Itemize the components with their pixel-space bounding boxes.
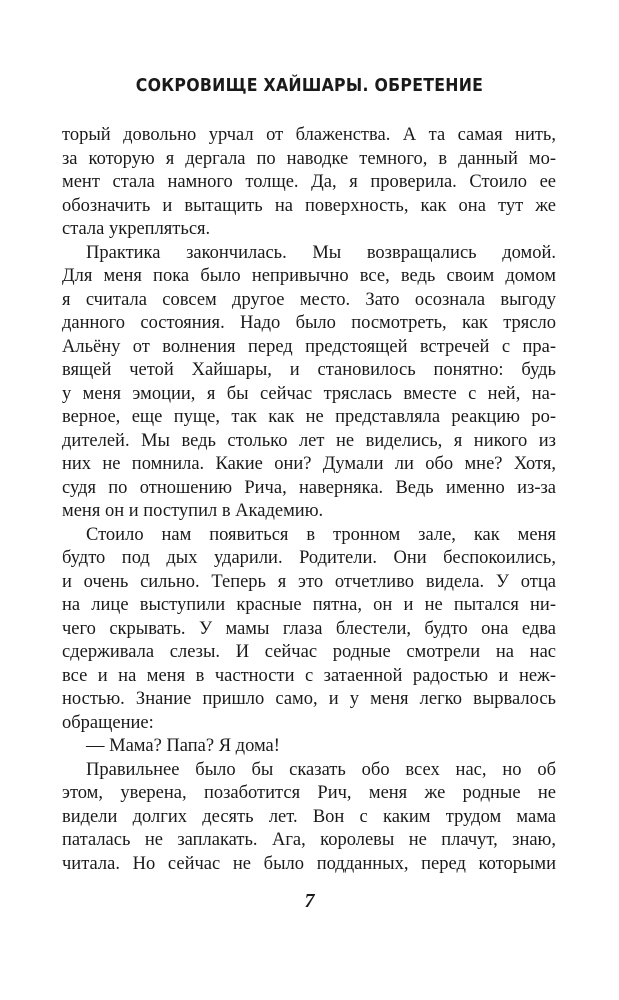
text-line: стала укрепляться.	[62, 219, 211, 239]
page-number: 7	[304, 890, 315, 912]
text-line: Альёну от волнения перед предстоящей встречей с пра-	[62, 336, 556, 357]
text-line: меня он и поступил в Академию.	[62, 501, 324, 521]
text-line: ностью. Знание пришло само, и у меня легко вырвалось	[62, 689, 556, 709]
text-line: данного состояния. Надо было посмотреть, как трясло	[62, 313, 556, 333]
text-line: обращение:	[62, 712, 154, 733]
text-line: за которую я дергала по наводке темного, в данный мо-	[62, 148, 556, 169]
text-line: будто под дых ударили. Родители. Они беспокоились,	[62, 548, 556, 568]
body-text	[62, 124, 556, 876]
text-line: обозначить и вытащить на поверхность, как она тут же	[62, 195, 556, 216]
text-line: у меня эмоции, я бы сейчас тряслась вместе с ней, на-	[62, 383, 556, 404]
text-line: Практика закончилась. Мы возвращались домой.	[86, 242, 556, 263]
text-line: торый довольно урчал от блаженства. А та самая нить,	[62, 125, 556, 145]
text-line: Стоило нам появиться в тронном зале, как меня	[86, 524, 556, 545]
text-line: паталась не заплакать. Ага, королевы не плачут, знаю,	[62, 830, 556, 850]
text-line: читала. Но сейчас не было подданных, перед которыми	[62, 853, 556, 874]
text-line: этом, уверена, позаботится Рич, меня же родные не	[62, 783, 556, 803]
text-line: Для меня пока было непривычно все, ведь своим домом	[62, 266, 556, 286]
text-line: — Мама? Папа? Я дома!	[86, 736, 280, 756]
text-line: дителей. Мы ведь столько лет не виделись, я никого из	[62, 430, 556, 451]
running-header: СОКРОВИЩЕ ХАЙШАРЫ. ОБРЕТЕНИЕ	[135, 76, 484, 96]
text-line: верное, еще пуще, так как не представляла реакцию ро-	[62, 407, 556, 427]
text-line: сдерживала слезы. И сейчас родные смотрели на нас	[62, 642, 556, 662]
text-line: чего скрывать. У мамы глаза блестели, будто она едва	[62, 618, 556, 639]
text-line: на лице выступили красные пятна, он и не пытался ни-	[62, 595, 556, 615]
text-line: я считала совсем другое место. Зато осознала выгоду	[62, 289, 556, 310]
text-line: вящей четой Хайшары, и становилось понятно: будь	[62, 360, 556, 380]
text-line: них не помнила. Какие они? Думали ли обо мне? Хотя,	[62, 454, 556, 474]
text-line: все и на меня в частности с затаенной радостью и неж-	[62, 665, 556, 686]
text-line: судя по отношению Рича, наверняка. Ведь именно из-за	[62, 477, 556, 498]
text-line: мент стала намного толще. Да, я проверила. Стоило ее	[62, 172, 556, 192]
text-line: и очень сильно. Теперь я это отчетливо видела. У отца	[62, 571, 556, 592]
text-line: видели долгих десять лет. Вон с каким трудом мама	[62, 806, 556, 827]
text-line: Правильнее было бы сказать обо всех нас, но об	[86, 759, 556, 780]
